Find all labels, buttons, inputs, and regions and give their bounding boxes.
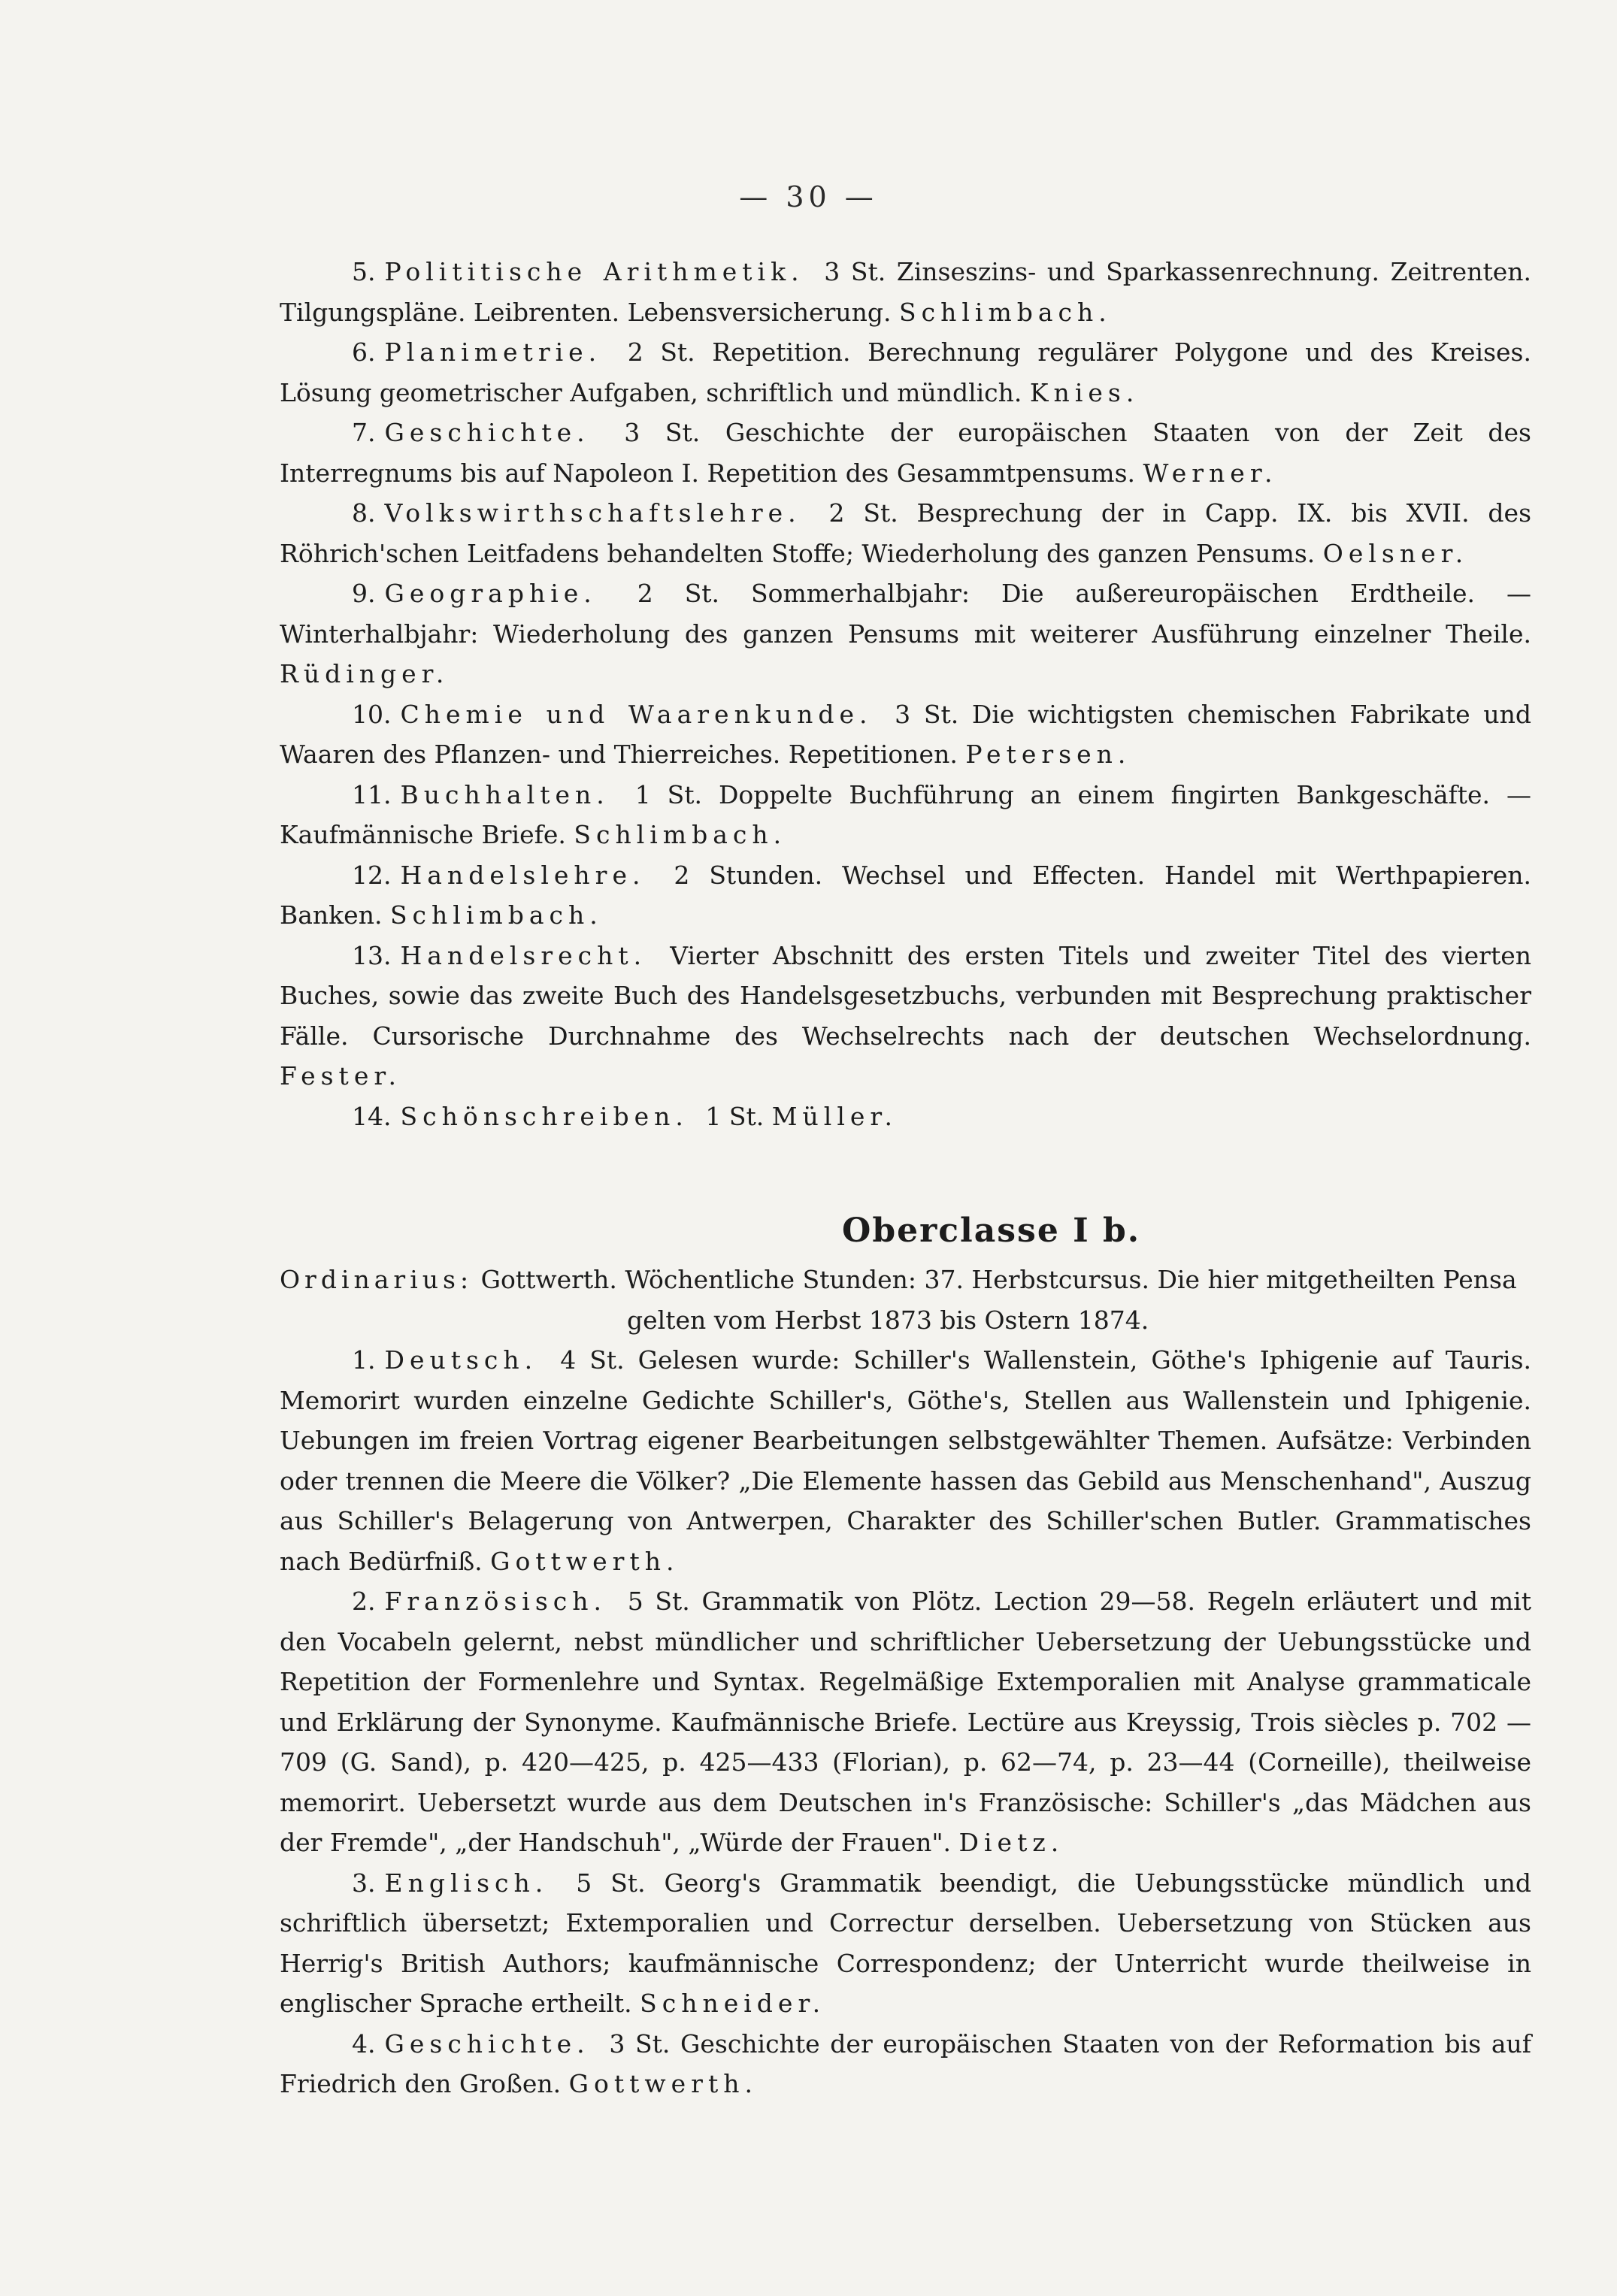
entry-text: 4 St. Gelesen wurde: Schiller's Wallenstein, Göthe's Iphigenie auf Tauris. Memorirt wurden einzelne Gedichte Schiller's, Göthe's, Stellen aus Wallenstein und Iphigenie. Uebungen im freien Vortrag eigener Bearbeitungen selbstgewählter Themen. Aufsätze: Verbinden oder trennen die Meere die Völker? „Die Elemente hassen das Gebild aus Menschenhand", Auszug aus Schiller's Belagerung von Antwerpen, Charakter des Schiller'schen Butler. Grammatisches nach Bedürfniß. xyxy=(280,1345,1531,1576)
entry-subject: Volkswirthschaftslehre. xyxy=(384,498,801,528)
entry-text: 2 St. Sommerhalbjahr: Die außereuropäischen Erdtheile. — Winterhalbjahr: Wiederholung des ganzen Pensums mit weiterer Ausführung einzelner Theile. xyxy=(280,579,1531,649)
entry-text: Vierter Abschnitt des ersten Titels und zweiter Titel des vierten Buches, sowie das zweite Buch des Handelsgesetzbuchs, verbunden mit Besprechung praktischer Fälle. Cursorische Durchnahme des Wechselrechts nach der deutschen Wechselordnung. xyxy=(280,940,1531,1051)
entry-text: 5 St. Grammatik von Plötz. Lection 29—58. Regeln erläutert und mit den Vocabeln gelernt, nebst mündlicher und schriftlicher Uebersetzung der Uebungsstücke und Repetition der Formenlehre und Syntax. Regelmäßige Extemporalien mit Analyse grammaticale und Erklärung der Synonyme. Kaufmännische Briefe. Lectüre aus Kreyssig, Trois siècles p. 702 — 709 (G. Sand), p. 420—425, p. 425—433 (Florian), p. 62—74, p. 23—44 (Corneille), theilweise memorirt. Uebersetzt wurde aus dem Deutschen in's Französische: Schiller's „das Mädchen aus der Fremde", „der Handschuh", „Würde der Frauen". xyxy=(280,1587,1531,1857)
entry-number: 12. xyxy=(352,860,392,890)
entry-geschichte-2 xyxy=(280,2024,1531,2104)
entry-subject: Geschichte. xyxy=(384,2028,590,2059)
entry-subject: Geschichte. xyxy=(384,418,590,447)
entry-geographie xyxy=(280,573,1531,694)
entry-text: 3 St. Geschichte der europäischen Staaten von der Reformation bis auf Friedrich den Großen. xyxy=(280,2028,1531,2098)
entry-number: 10. xyxy=(352,699,392,729)
entry-geschichte xyxy=(280,413,1531,493)
entry-number: 11. xyxy=(352,779,392,809)
entry-number: 14. xyxy=(352,1101,392,1131)
entry-text: 5 St. Georg's Grammatik beendigt, die Uebungsstücke mündlich und schriftlich übersetzt; Extemporalien und Correctur derselben. Uebersetzung von Stücken aus Herrig's British Authors; kaufmännische Correspondenz; der Unterricht wurde theilweise in englischer Sprache ertheilt. xyxy=(280,1868,1531,2018)
entry-politische-arithmetik xyxy=(280,252,1531,332)
entry-teacher: Gottwerth. xyxy=(568,2069,758,2098)
entry-number: 9. xyxy=(352,579,376,608)
entry-deutsch xyxy=(280,1340,1531,1581)
entry-teacher: Rüdinger. xyxy=(280,659,450,688)
entry-number: 5. xyxy=(352,257,376,286)
entry-text: 2 St. Besprechung der in Capp. IX. bis XVII. des Röhrich'schen Leitfadens behandelten Stoffe; Wiederholung des ganzen Pensums. xyxy=(280,498,1531,568)
entry-teacher: Schlimbach. xyxy=(899,297,1112,327)
entry-teacher: Schlimbach. xyxy=(389,900,603,930)
entry-volkswirthschaftslehre xyxy=(280,493,1531,573)
entry-text: 3 St. Zinseszins- und Sparkassenrechnung. Zeitrenten. Tilgungspläne. Leibrenten. Lebensversicherung. xyxy=(280,257,1531,327)
entry-handelslehre xyxy=(280,855,1531,936)
ordinarius-label: Ordinarius: xyxy=(280,1265,474,1294)
entry-franzoesisch xyxy=(280,1581,1531,1863)
entry-subject: Deutsch. xyxy=(384,1345,538,1375)
ordinarius-continuation: gelten vom Herbst 1873 bis Ostern 1874. xyxy=(627,1305,1149,1335)
entry-teacher: Dietz. xyxy=(958,1828,1064,1857)
entry-number: 6. xyxy=(352,337,376,367)
entry-englisch xyxy=(280,1863,1531,2024)
entry-teacher: Fester. xyxy=(280,1061,401,1091)
entry-subject: Französisch. xyxy=(384,1587,607,1616)
entry-subject: Schönschreiben. xyxy=(400,1101,689,1131)
entry-text: 3 St. Geschichte der europäischen Staaten von der Zeit des Interregnums bis auf Napoleon I. Repetition des Gesammtpensums. xyxy=(280,418,1531,488)
entry-subject: Geographie. xyxy=(384,579,597,608)
entry-number: 7. xyxy=(352,418,376,447)
ordinarius-line xyxy=(280,1260,1531,1300)
entry-teacher: Oelsner. xyxy=(1322,538,1469,568)
entry-teacher: Müller. xyxy=(771,1101,898,1131)
section-title: Oberclasse I b. xyxy=(842,1212,1141,1250)
entry-teacher: Gottwerth. xyxy=(490,1546,680,1576)
entry-subject: Handelslehre. xyxy=(400,860,646,890)
entry-text: 2 St. Repetition. Berechnung regulärer Polygone und des Kreises. Lösung geometrischer Aufgaben, schriftlich und mündlich. xyxy=(280,337,1531,407)
entry-subject: Polititische Arithmetik. xyxy=(384,257,804,286)
entry-planimetrie xyxy=(280,332,1531,413)
ordinarius-text: Gottwerth. Wöchentliche Stunden: 37. Herbstcursus. Die hier mitgetheilten Pensa xyxy=(480,1265,1517,1294)
entry-handelsrecht xyxy=(280,936,1531,1097)
entry-teacher: Knies. xyxy=(1029,377,1140,407)
entry-number: 4. xyxy=(352,2028,376,2059)
entry-text: 1 St. Doppelte Buchführung an einem fingirten Bankgeschäfte. — Kaufmännische Briefe. xyxy=(280,779,1531,849)
page-number: — 30 — xyxy=(739,180,878,213)
entry-teacher: Schlimbach. xyxy=(574,820,787,849)
entry-text: 1 St. xyxy=(705,1101,765,1131)
entry-subject: Englisch. xyxy=(384,1868,549,1898)
entry-number: 2. xyxy=(352,1587,376,1616)
entry-number: 8. xyxy=(352,498,376,528)
entry-schoenschreiben xyxy=(280,1097,1531,1137)
entry-teacher: Petersen. xyxy=(965,740,1131,769)
entry-subject: Planimetrie. xyxy=(384,337,602,367)
entry-teacher: Werner. xyxy=(1143,458,1278,488)
entry-teacher: Schneider. xyxy=(640,1989,826,2018)
entry-subject: Buchhalten. xyxy=(400,779,610,809)
entry-subject: Chemie und Waarenkunde. xyxy=(400,699,873,729)
entry-buchhalten xyxy=(280,775,1531,855)
entry-text: 3 St. Die wichtigsten chemischen Fabrikate und Waaren des Pflanzen- und Thierreiches. Repetitionen. xyxy=(280,699,1532,769)
entry-number: 3. xyxy=(352,1868,376,1898)
page-body xyxy=(280,252,1531,2104)
entry-number: 1. xyxy=(352,1345,376,1375)
entry-subject: Handelsrecht. xyxy=(400,940,647,970)
entry-text: 2 Stunden. Wechsel und Effecten. Handel mit Werthpapieren. Banken. xyxy=(280,860,1531,930)
entry-chemie-waarenkunde xyxy=(280,694,1531,775)
entry-number: 13. xyxy=(352,940,392,970)
